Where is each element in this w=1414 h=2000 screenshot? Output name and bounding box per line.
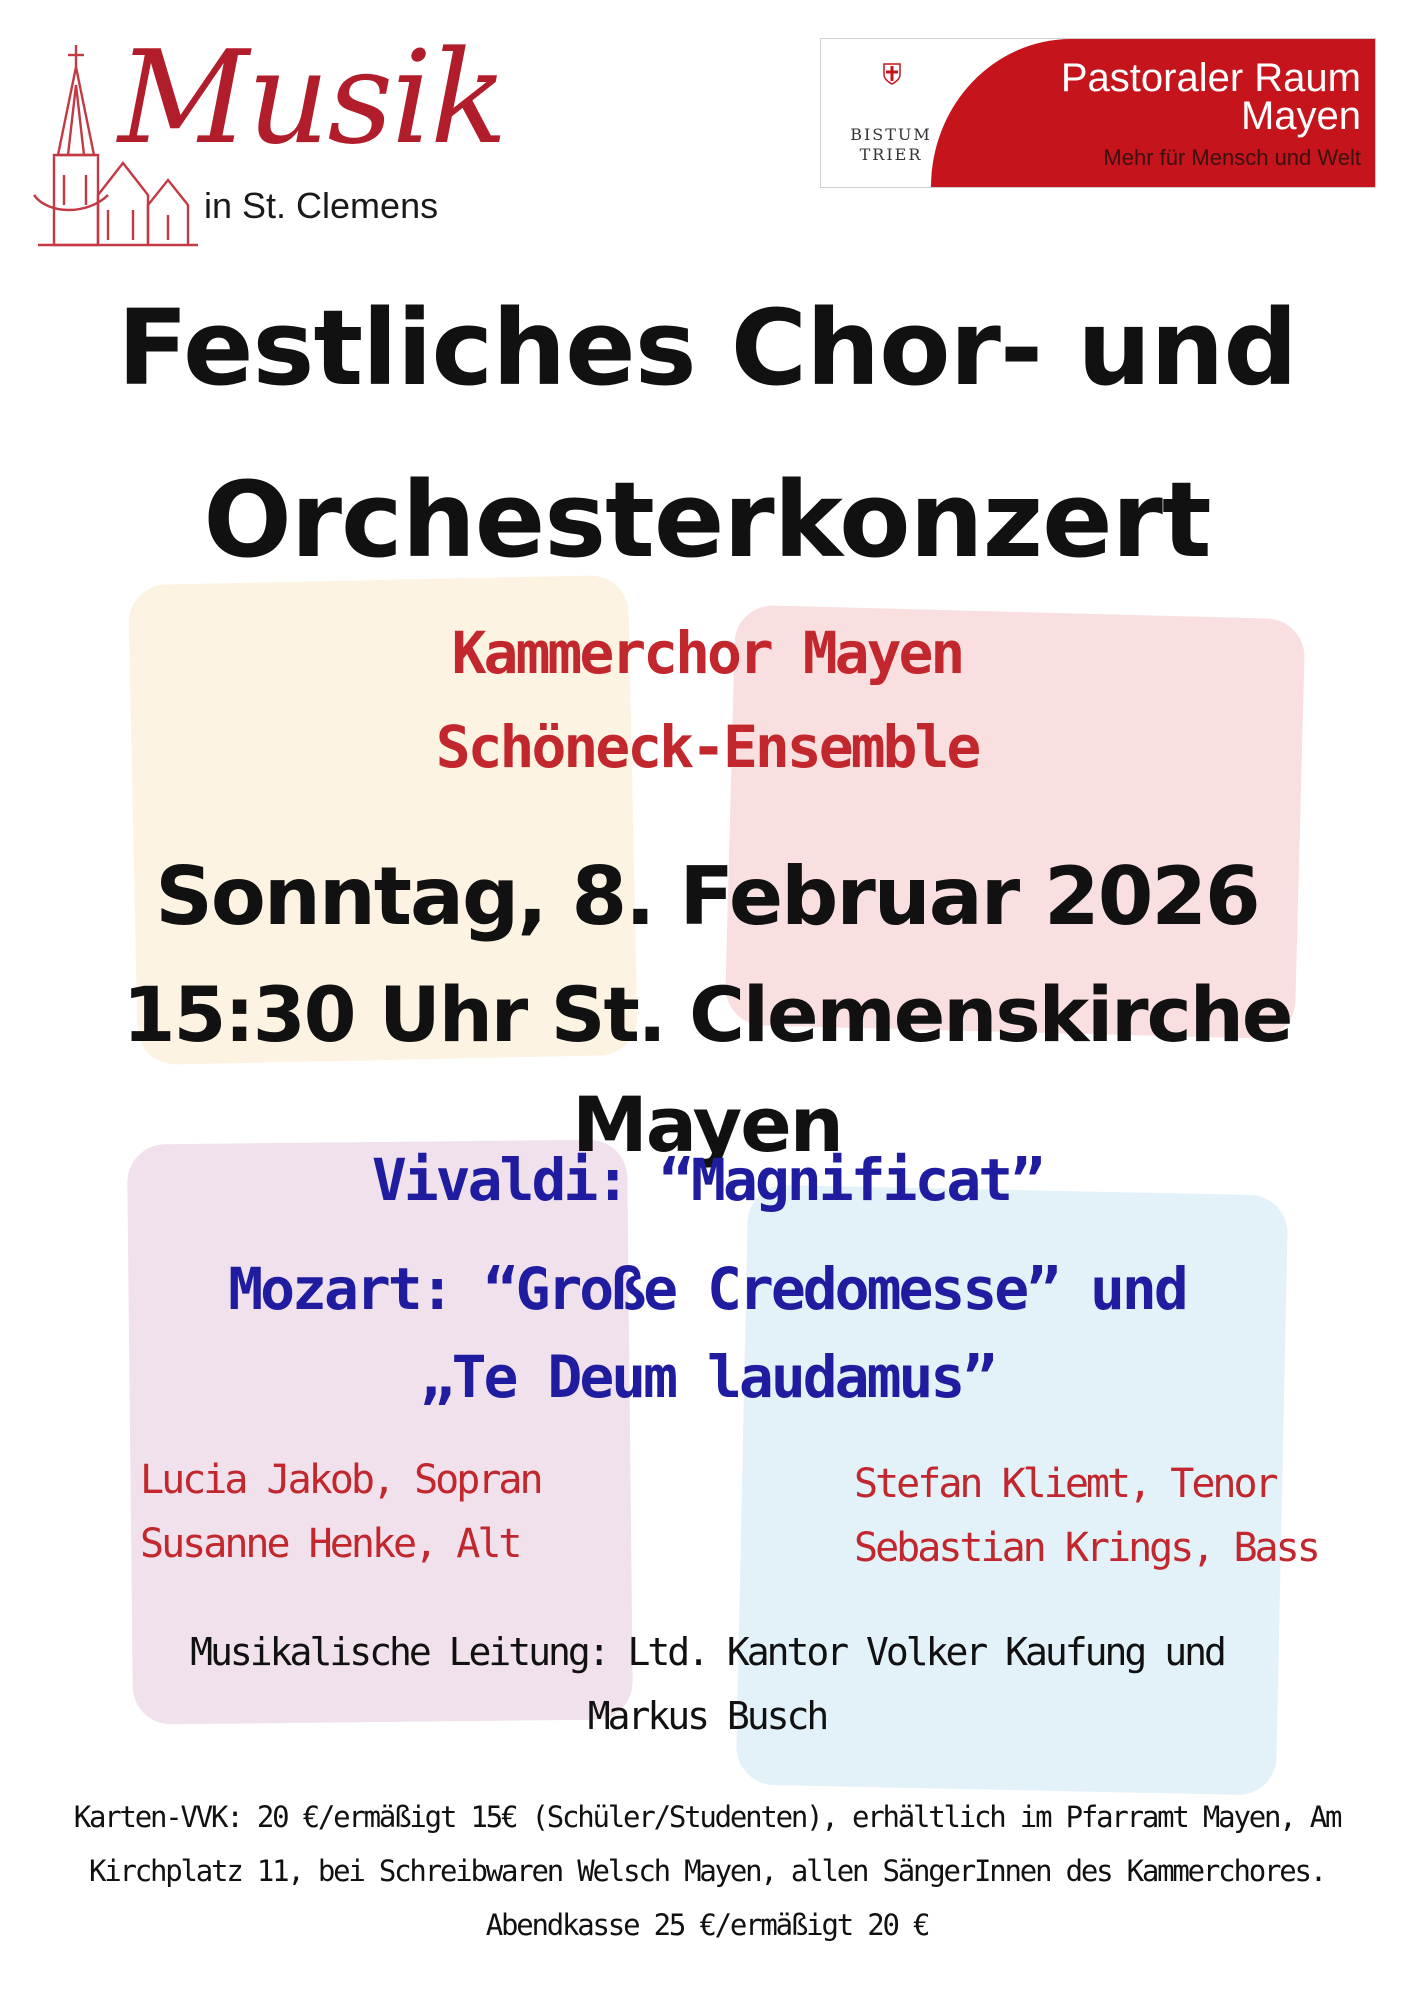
soloist: Lucia Jakob, Sopran <box>140 1457 541 1503</box>
ensemble-name: Kammerchor Mayen <box>451 619 963 687</box>
program-line: „Te Deum laudamus” <box>419 1343 995 1411</box>
logo-subtitle: in St. Clemens <box>204 185 439 226</box>
soloists-right <box>854 1452 1318 1580</box>
partner-title-line: Mayen <box>1240 94 1361 138</box>
concert-title <box>0 262 1414 606</box>
concert-title-line: Festliches Chor- und <box>117 287 1297 409</box>
concert-time-place: 15:30 Uhr St. Clemenskirche Mayen <box>122 970 1292 1169</box>
partner-slogan: Mehr für Mensch und Welt <box>1103 145 1361 170</box>
ticket-line: Abendkasse 25 €/ermäßigt 20 € <box>485 1908 929 1942</box>
ensemble-name: Schöneck-Ensemble <box>435 713 979 781</box>
diocese-name-line: BISTUM <box>850 125 932 144</box>
soloist: Susanne Henke, Alt <box>140 1521 520 1567</box>
program-line: Mozart: “Große Credomesse” und <box>228 1255 1186 1323</box>
logo-wordmark: Musik <box>118 24 506 173</box>
program-item-mozart <box>0 1245 1414 1421</box>
soloist: Stefan Kliemt, Tenor <box>854 1461 1276 1507</box>
ticket-info <box>0 1790 1414 1952</box>
diocese-name-line: TRIER <box>859 145 923 164</box>
ticket-line: Karten-VVK: 20 €/ermäßigt 15€ (Schüler/Studenten), erhältlich im Pfarramt Mayen, Am <box>73 1800 1341 1834</box>
musik-logo <box>28 24 506 255</box>
program-item-vivaldi: Vivaldi: “Magnificat” <box>371 1146 1043 1214</box>
concert-date: Sonntag, 8. Februar 2026 <box>155 850 1259 943</box>
partner-title <box>941 56 1361 138</box>
soloists-left <box>140 1448 541 1576</box>
diocese-name <box>833 125 949 165</box>
diocese-shield-icon <box>883 63 901 85</box>
direction-line: Musikalische Leitung: Ltd. Kantor Volker Kaufung und <box>190 1630 1224 1674</box>
concert-title-line: Orchesterkonzert <box>203 459 1211 581</box>
partner-title-line: Pastoraler Raum <box>1060 56 1361 100</box>
ensembles <box>0 606 1414 794</box>
musical-direction <box>0 1620 1414 1748</box>
partner-logo-pastoraler-raum <box>820 38 1376 188</box>
direction-line: Markus Busch <box>587 1694 827 1738</box>
soloist: Sebastian Krings, Bass <box>854 1525 1318 1571</box>
ticket-line: Kirchplatz 11, bei Schreibwaren Welsch Mayen, allen SängerInnen des Kammerchores. <box>88 1854 1326 1888</box>
